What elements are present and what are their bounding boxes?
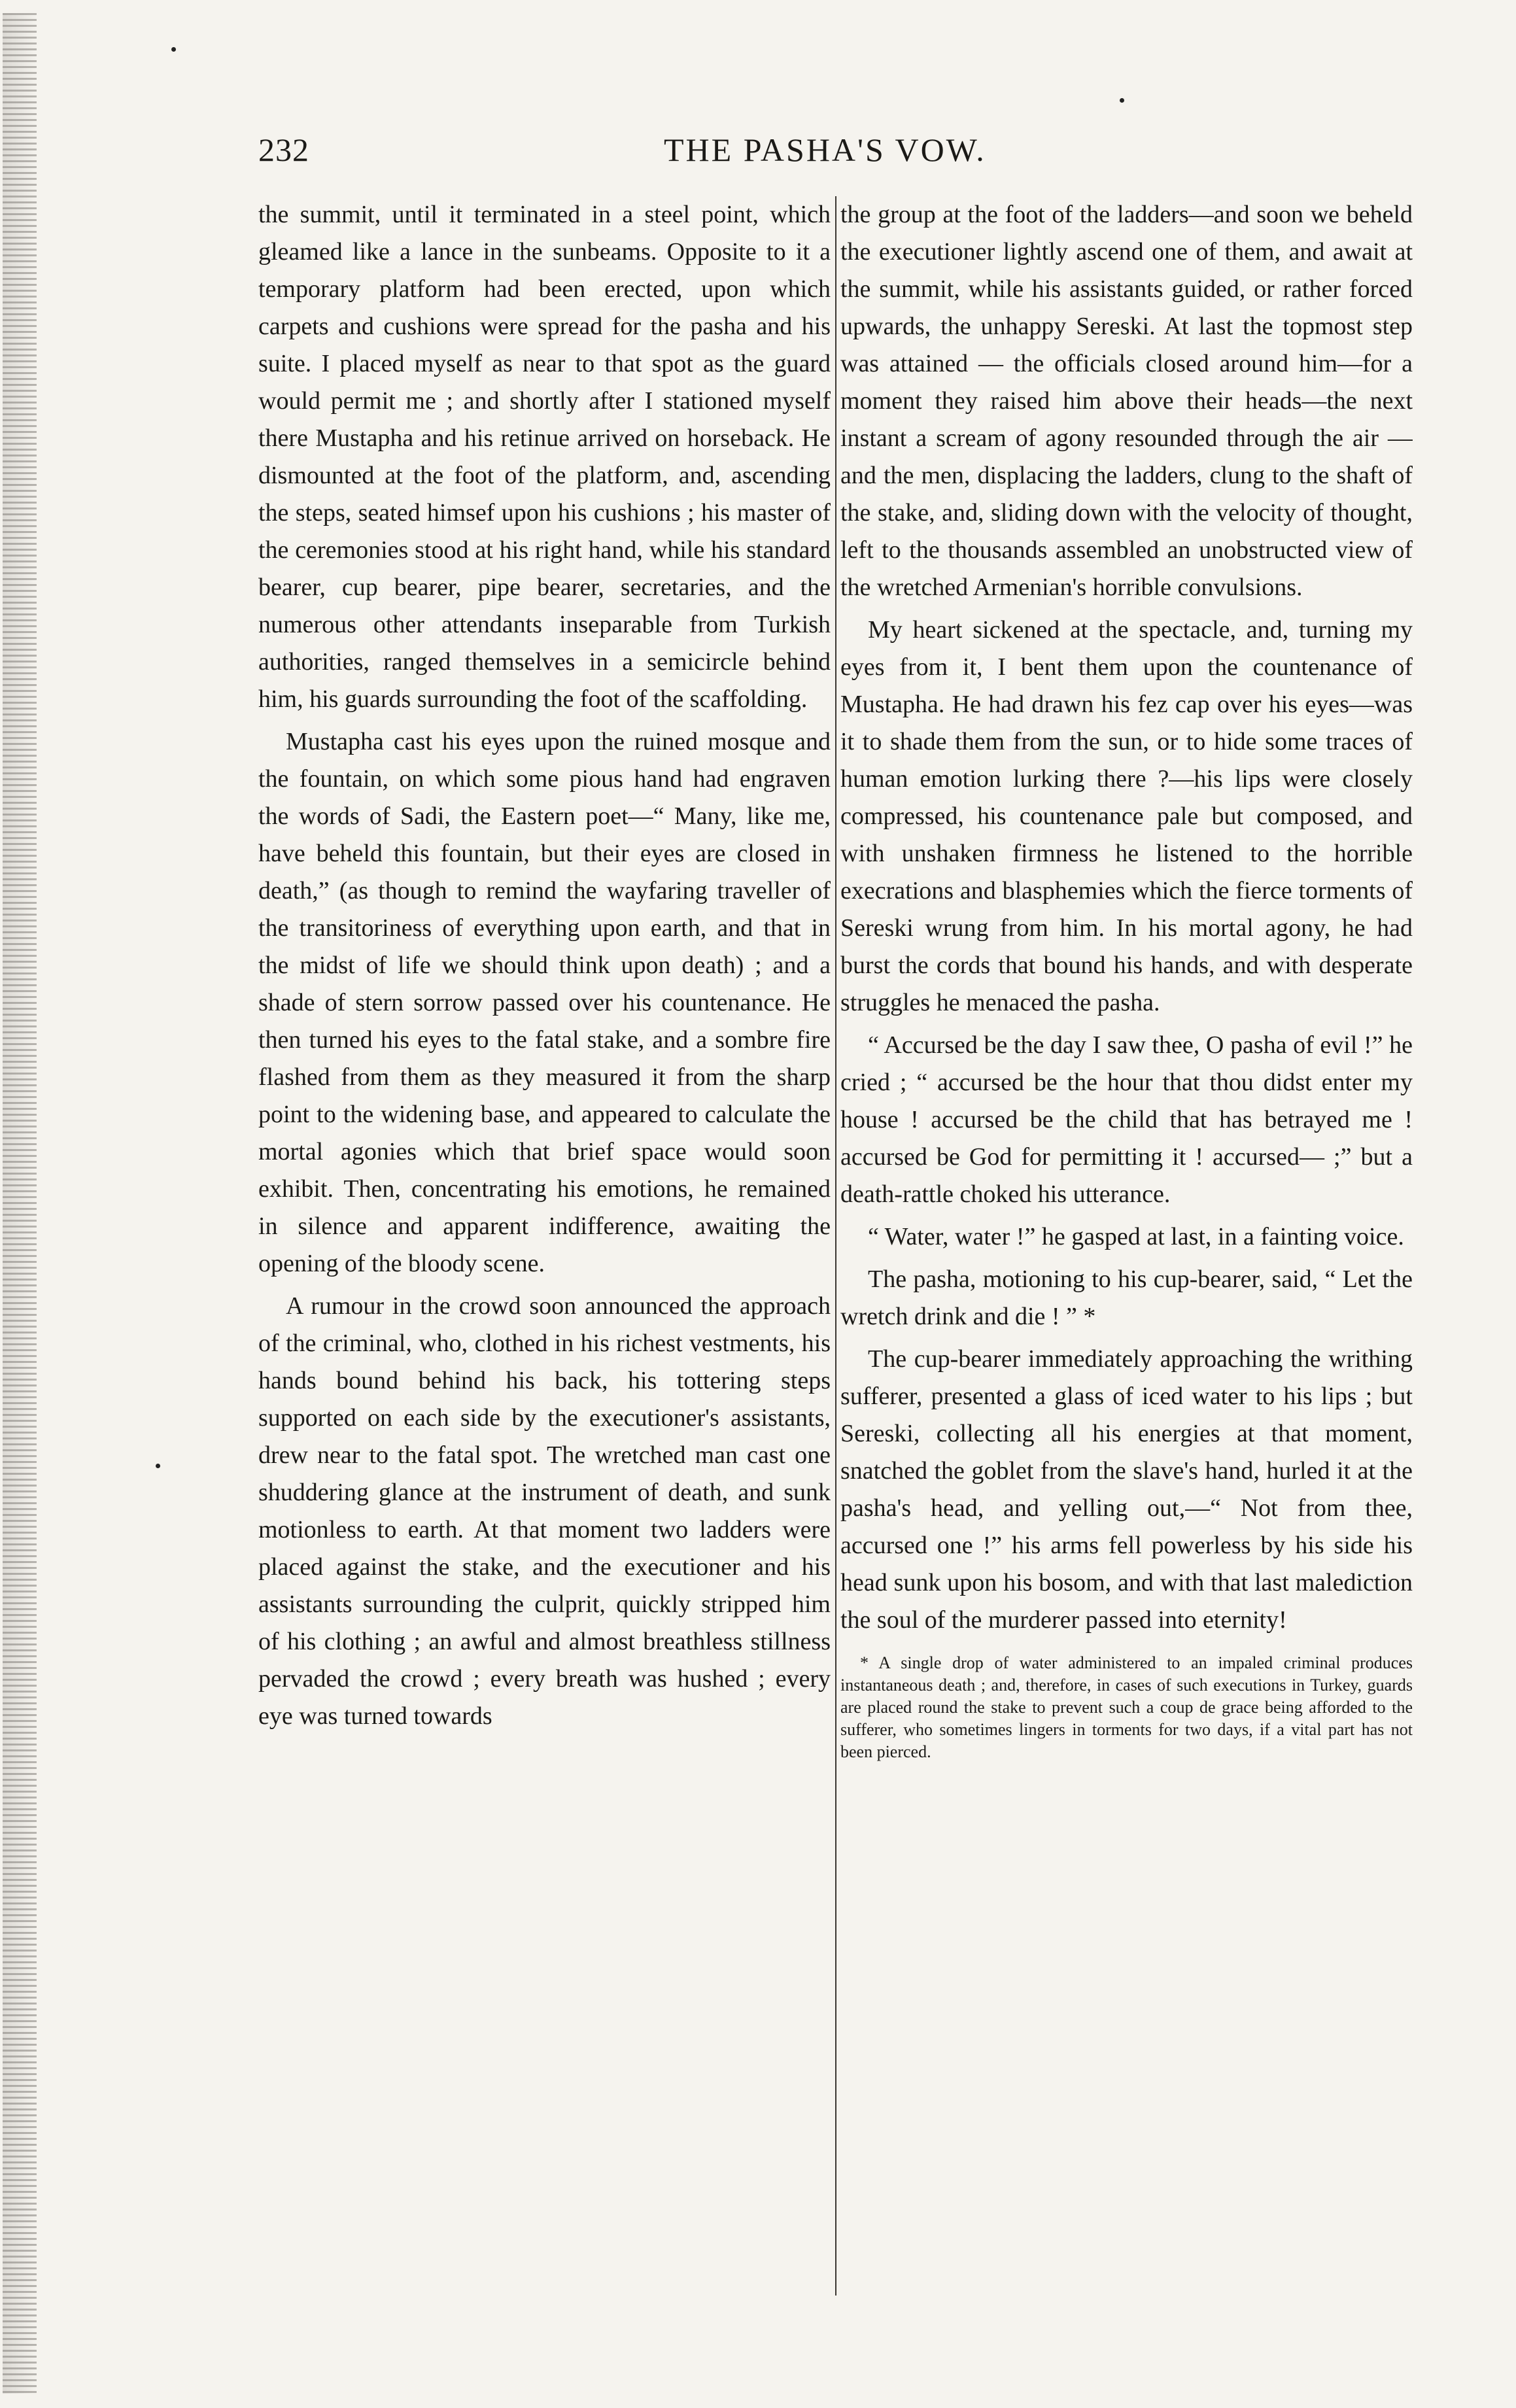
paragraph: “ Accursed be the day I saw thee, O pasha of evil !” he cried ; “ accursed be the hour that thou didst enter my house ! accursed be the child that has betrayed me ! accursed be God for permitting it ! accursed— ;” but a death-rattle choked his utterance. [840, 1031, 1413, 1208]
paragraph: “ Water, water !” he gasped at last, in a fainting voice. [868, 1223, 1404, 1250]
running-title: THE PASHA'S VOW. [664, 131, 986, 168]
right-column [840, 196, 1413, 2276]
paragraph: Mustapha cast his eyes upon the ruined mosque and the fountain, on which some pious hand had engraven the words of Sadi, the Eastern poet—“ Many, like me, have beheld this fountain, but their eyes are closed in death,” (as though to remind the wayfaring traveller of the transitoriness of everything upon earth, and that in the midst of life we should think upon death) ; and a shade of stern sorrow passed over his countenance. He then turned his eyes to the fatal stake, and a sombre fire flashed from them as they measured it from the sharp point to the widening base, and appeared to calculate the mortal agonies which that brief space would soon exhibit. Then, concentrating his emotions, he remained in silence and apparent indifference, awaiting the opening of the bloody scene. [258, 728, 831, 1277]
page-header [258, 131, 1390, 183]
paragraph: The pasha, motioning to his cup-bearer, said, “ Let the wretch drink and die ! ” * [840, 1265, 1413, 1330]
paragraph: The cup-bearer immediately approaching the writhing sufferer, presented a glass of iced water to his lips ; but Sereski, collecting all his energies at that moment, snatched the goblet from the slave's hand, hurled it at the pasha's head, and yelling out,—“ Not from thee, accursed one !” his arms fell powerless by his side his head sunk upon his bosom, and with that last malediction the soul of the murderer passed into eternity! [840, 1345, 1413, 1634]
paragraph: the group at the foot of the ladders—and soon we beheld the executioner lightly ascend one of them, and await at the summit, while his assistants guided, or rather forced upwards, the unhappy Sereski. At last the topmost step was attained — the officials closed around him—for a moment they raised him above their heads—the next instant a scream of agony resounded through the air —and the men, displacing the ladders, clung to the shaft of the stake, and, sliding down with the velocity of thought, left to the thousands assembled an unobstructed view of the wretched Armenian's horrible convulsions. [840, 201, 1413, 601]
column-divider [835, 196, 836, 2296]
left-column [258, 196, 831, 2276]
ink-speck [156, 1464, 160, 1468]
binding-edge [3, 13, 37, 2394]
footnote: * A single drop of water administered to an impaled criminal produces instantaneous death ; and, therefore, in cases of such executions in Turkey, guards are placed round the stake to prevent such a coup de grace being afforded to the sufferer, who sometimes lingers in torments for two days, if a vital part has not been pierced. [840, 1653, 1413, 1761]
ink-speck [171, 47, 176, 52]
paragraph: A rumour in the crowd soon announced the approach of the criminal, who, clothed in his richest vestments, his hands bound behind his back, his tottering steps supported on each side by the executioner's assistants, drew near to the fatal spot. The wretched man cast one shuddering glance at the instrument of death, and sunk motionless to earth. At that moment two ladders were placed against the stake, and the executioner and his assistants surrounding the culprit, quickly stripped him of his clothing ; an awful and almost breathless stillness pervaded the crowd ; every breath was hushed ; every eye was turned towards [258, 1292, 831, 1730]
ink-speck [1120, 98, 1124, 103]
paragraph: My heart sickened at the spectacle, and, turning my eyes from it, I bent them upon the countenance of Mustapha. He had drawn his fez cap over his eyes—was it to shade them from the sun, or to hide some traces of human emotion lurking there ?—his lips were closely compressed, his countenance pale but composed, and with unshaken firmness he listened to the horrible execrations and blasphemies which the fierce torments of Sereski wrung from him. In his mortal agony, he had burst the cords that bound his hands, and with desperate struggles he menaced the pasha. [840, 616, 1413, 1016]
page-number: 232 [258, 131, 309, 168]
paragraph: the summit, until it terminated in a steel point, which gleamed like a lance in the sunbeams. Opposite to it a temporary platform had been erected, upon which carpets and cushions were spread for the pasha and his suite. I placed myself as near to that spot as the guard would permit me ; and shortly after I stationed myself there Mustapha and his retinue arrived on horseback. He dismounted at the foot of the platform, and, ascending the steps, seated himsef upon his cushions ; his master of the ceremonies stood at his right hand, while his standard bearer, cup bearer, pipe bearer, secretaries, and the numerous other attendants inseparable from Turkish authorities, ranged themselves in a semicircle behind him, his guards surrounding the foot of the scaffolding. [258, 201, 831, 713]
